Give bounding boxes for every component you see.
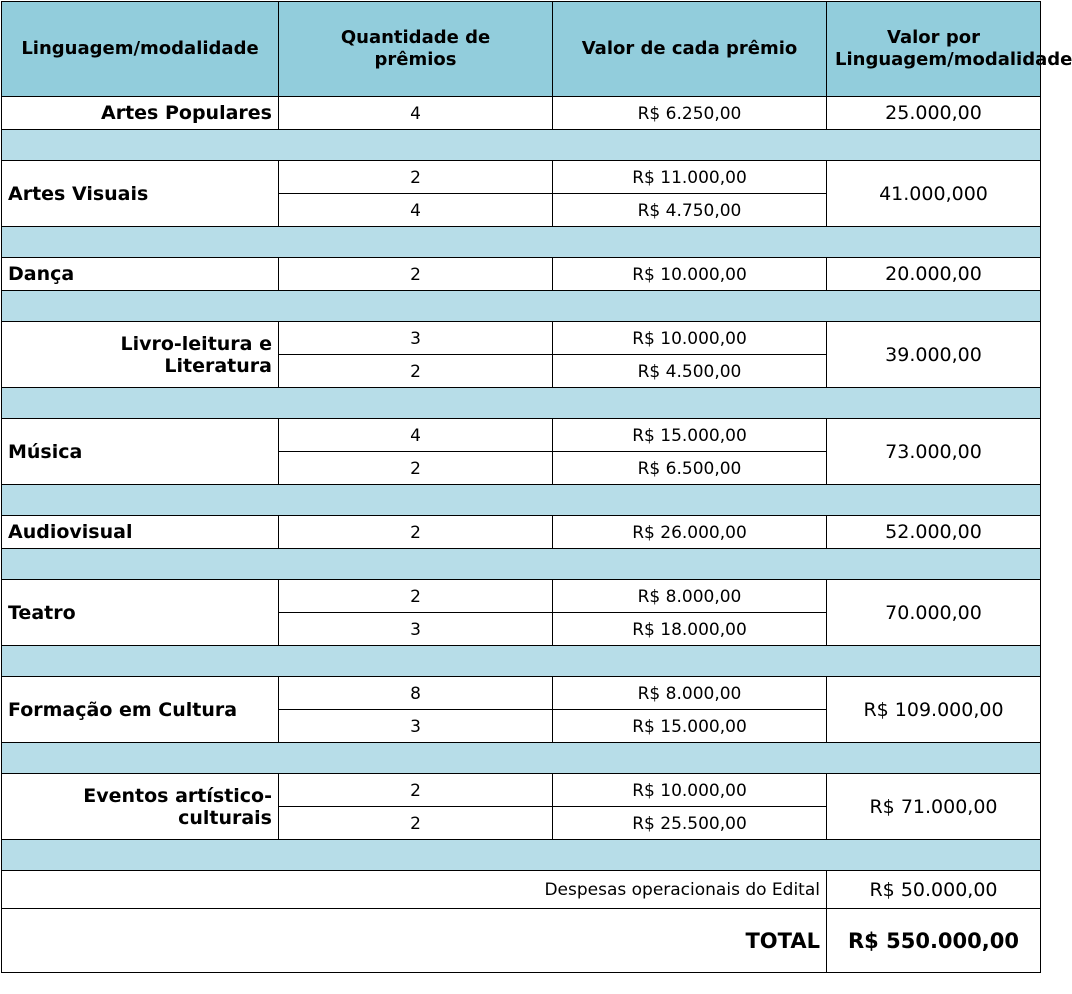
award-value: R$ 6.250,00 xyxy=(553,97,827,130)
award-value: R$ 6.500,00 xyxy=(553,452,827,485)
award-quantity: 2 xyxy=(279,580,553,613)
award-quantity: 2 xyxy=(279,452,553,485)
award-value: R$ 8.000,00 xyxy=(553,580,827,613)
award-value: R$ 15.000,00 xyxy=(553,710,827,743)
header-language: Linguagem/modalidade xyxy=(2,2,279,97)
language-total: 41.000,000 xyxy=(827,161,1041,227)
award-value: R$ 10.000,00 xyxy=(553,774,827,807)
award-value: R$ 8.000,00 xyxy=(553,677,827,710)
table-row xyxy=(2,322,1041,355)
language-name: Artes Visuais xyxy=(2,161,279,227)
spacer-cell xyxy=(2,388,1041,419)
award-quantity: 4 xyxy=(279,194,553,227)
award-quantity: 2 xyxy=(279,516,553,549)
award-quantity: 2 xyxy=(279,774,553,807)
spacer-cell xyxy=(2,291,1041,322)
award-quantity: 4 xyxy=(279,419,553,452)
language-total: 70.000,00 xyxy=(827,580,1041,646)
spacer-row xyxy=(2,291,1041,322)
award-value: R$ 4.750,00 xyxy=(553,194,827,227)
award-quantity: 2 xyxy=(279,807,553,840)
award-quantity: 2 xyxy=(279,355,553,388)
language-total: 39.000,00 xyxy=(827,322,1041,388)
operational-expenses-value: R$ 50.000,00 xyxy=(827,871,1041,909)
award-quantity: 8 xyxy=(279,677,553,710)
language-name: Dança xyxy=(2,258,279,291)
spacer-row xyxy=(2,646,1041,677)
spacer-cell xyxy=(2,485,1041,516)
language-name: Eventos artístico-culturais xyxy=(2,774,279,840)
award-value: R$ 18.000,00 xyxy=(553,613,827,646)
spacer-row xyxy=(2,130,1041,161)
language-total: 20.000,00 xyxy=(827,258,1041,291)
language-total: 52.000,00 xyxy=(827,516,1041,549)
language-name: Formação em Cultura xyxy=(2,677,279,743)
language-total: R$ 71.000,00 xyxy=(827,774,1041,840)
award-value: R$ 15.000,00 xyxy=(553,419,827,452)
award-quantity: 3 xyxy=(279,710,553,743)
award-quantity: 2 xyxy=(279,161,553,194)
spacer-row xyxy=(2,227,1041,258)
language-name: Música xyxy=(2,419,279,485)
spacer-cell xyxy=(2,549,1041,580)
award-value: R$ 11.000,00 xyxy=(553,161,827,194)
spacer-cell xyxy=(2,227,1041,258)
spacer-cell xyxy=(2,840,1041,871)
spacer-cell xyxy=(2,743,1041,774)
table-body xyxy=(2,97,1041,871)
language-total: 25.000,00 xyxy=(827,97,1041,130)
table-footer xyxy=(2,871,1041,973)
header-award-value: Valor de cada prêmio xyxy=(553,2,827,97)
table-row xyxy=(2,516,1041,549)
header-total-value: Valor por Linguagem/modalidade xyxy=(827,2,1041,97)
table-row xyxy=(2,419,1041,452)
table-row xyxy=(2,774,1041,807)
header-quantity: Quantidade de prêmios xyxy=(279,2,553,97)
award-value: R$ 10.000,00 xyxy=(553,258,827,291)
award-quantity: 3 xyxy=(279,613,553,646)
language-total: 73.000,00 xyxy=(827,419,1041,485)
award-quantity: 4 xyxy=(279,97,553,130)
spacer-row xyxy=(2,840,1041,871)
table-row xyxy=(2,258,1041,291)
language-name: Audiovisual xyxy=(2,516,279,549)
awards-table xyxy=(1,1,1072,973)
table-header xyxy=(2,2,1072,97)
operational-expenses-label: Despesas operacionais do Edital xyxy=(2,871,827,909)
award-value: R$ 25.500,00 xyxy=(553,807,827,840)
table-row xyxy=(2,677,1041,710)
spacer-row xyxy=(2,549,1041,580)
spacer-row xyxy=(2,388,1041,419)
spacer-row xyxy=(2,485,1041,516)
award-value: R$ 10.000,00 xyxy=(553,322,827,355)
language-name: Teatro xyxy=(2,580,279,646)
award-quantity: 2 xyxy=(279,258,553,291)
spacer-row xyxy=(2,743,1041,774)
language-total: R$ 109.000,00 xyxy=(827,677,1041,743)
table-row xyxy=(2,97,1041,130)
language-name: Artes Populares xyxy=(2,97,279,130)
spacer-cell xyxy=(2,646,1041,677)
award-quantity: 3 xyxy=(279,322,553,355)
table-row xyxy=(2,580,1041,613)
award-value: R$ 4.500,00 xyxy=(553,355,827,388)
table-row xyxy=(2,161,1041,194)
spacer-cell xyxy=(2,130,1041,161)
total-label: TOTAL xyxy=(2,909,827,973)
award-value: R$ 26.000,00 xyxy=(553,516,827,549)
language-name: Livro-leitura e Literatura xyxy=(2,322,279,388)
total-value: R$ 550.000,00 xyxy=(827,909,1041,973)
